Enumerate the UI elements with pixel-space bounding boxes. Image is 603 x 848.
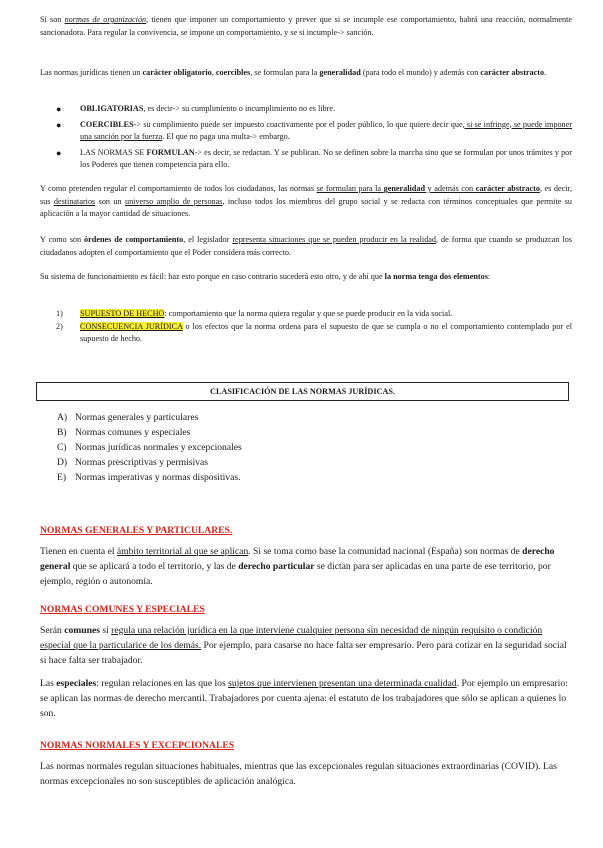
section-excepcionales-text: Las normas normales regulan situaciones habituales, mientras que las excepcionales regulan situaciones extraordinarias (COVID). Las normas excepcionales no son susceptibles de aplicación analógica. xyxy=(40,761,557,787)
section-comunes-text-1: Serán comunes si regula una relación jurídica en la que interviene cualquier persona sin necesidad de ningún requisito o condición especial que la particularice de los demás. Por ejemplo, para casarse no hace falta ser empresario. Pero para cotizar en la seguridad social si hace falta ser trabajador. xyxy=(40,625,567,666)
bullet-icon: ● xyxy=(56,104,62,114)
list-item: ● LAS NORMAS SE FORMULAN-> es decir, se redactan. Y se publican. No se definen sobre la marcha sino que se formulan por unos trámites y por los Poderes que tienen competencia para ello. xyxy=(56,147,572,169)
list-item: 1) SUPUESTO DE HECHO: comportamiento que la norma quiera regular y que se puede producir en la vida social. xyxy=(56,309,453,318)
section-generales-heading: NORMAS GENERALES Y PARTICULARES. xyxy=(40,525,233,536)
classification-title: CLASIFICACIÓN DE LAS NORMAS JURÍDICAS. xyxy=(210,387,395,396)
list-item: C) Normas jurídicas normales y excepcionales xyxy=(57,442,242,453)
characteristics-list xyxy=(40,103,572,172)
list-item: D) Normas prescriptivas y permisivas xyxy=(57,457,208,468)
intro-paragraph-5: Su sistema de funcionamiento es fácil: haz esto porque en caso contrario sucederá esto otro, y de ahí que la norma tenga dos elementos: xyxy=(40,272,491,281)
list-item: B) Normas comunes y especiales xyxy=(57,427,191,438)
intro-paragraph-2: Las normas jurídicas tienen un carácter obligatorio, coercibles, se formulan para la generalidad (para todo el mundo) y además con carácter abstracto. xyxy=(40,68,547,77)
bullet-icon: ● xyxy=(56,147,62,158)
list-item: E) Normas imperativas y normas dispositivas. xyxy=(57,472,241,483)
intro-paragraph-4: Y como son órdenes de comportamiento, el legislador representa situaciones que se pueden producir en la realidad, de forma que cuando se produzcan los ciudadanos adopten el comportamiento que el Poder considera más correcto. xyxy=(40,235,572,257)
classification-title-box xyxy=(36,382,569,401)
list-item: ● COERCIBLES-> su cumplimiento puede ser impuesto coactivamente por el poder público, lo que quiere decir que, si se infringe, se puede imponer una sanción por la fuerza. El que no paga una multa-> embargo. xyxy=(56,119,572,141)
section-comunes-heading: NORMAS COMUNES Y ESPECIALES xyxy=(40,604,205,615)
intro-paragraph-3: Y como pretenden regular el comportamiento de todos los ciudadanos, las normas se formulan para la generalidad y además con carácter abstracto, es decir, sus destinatarios son un universo amplio de personas, incluso todos los miembros del grupo social y se redacta con términos conceptuales que permite su aplicación a la mayor cantidad de situaciones. xyxy=(40,184,573,218)
list-item: 2) CONSECUENCIA JURÍDICA o los efectos que la norma ordena para el supuesto de que se cumpla o no el comportamiento contemplado por el supuesto de hecho. xyxy=(56,321,572,343)
section-excepcionales-heading: NORMAS NORMALES Y EXCEPCIONALES xyxy=(40,740,235,751)
list-item: ● OBLIGATORIAS, es decir-> su cumplimiento o incumplimiento no es libre. xyxy=(56,104,335,114)
list-item: A) Normas generales y particulares xyxy=(57,412,199,423)
classification-list xyxy=(40,410,572,485)
bullet-icon: ● xyxy=(56,119,62,130)
intro-paragraph-1: Si son normas de organización, tienen que imponer un comportamiento y prever que si se incumple ese comportamiento, habrá una reacción, normalmente sancionadora. Para regular la convivencia, se impone un comportamiento, y se si incumple-> sanción. xyxy=(40,15,573,37)
norm-elements-list xyxy=(40,308,572,346)
section-comunes-text-2: Las especiales: regulan relaciones en las que los sujetos que intervienen presentan una determinada cualidad. Por ejemplo un empresario: se aplican las normas de derecho mercantil. Trabajadores por cuenta ajena: el estatuto de los trabajadores que sólo se aplican a quienes lo son. xyxy=(40,678,568,719)
section-generales-text: Tienen en cuenta el ámbito territorial al que se aplican. Si se toma como base la comunidad nacional (España) son normas de derecho general que se aplicará a todo el territorio, y las de derecho particular se dictan para ser aplicadas en una parte de ese territorio, por ejemplo, región o autonomía. xyxy=(40,546,555,587)
